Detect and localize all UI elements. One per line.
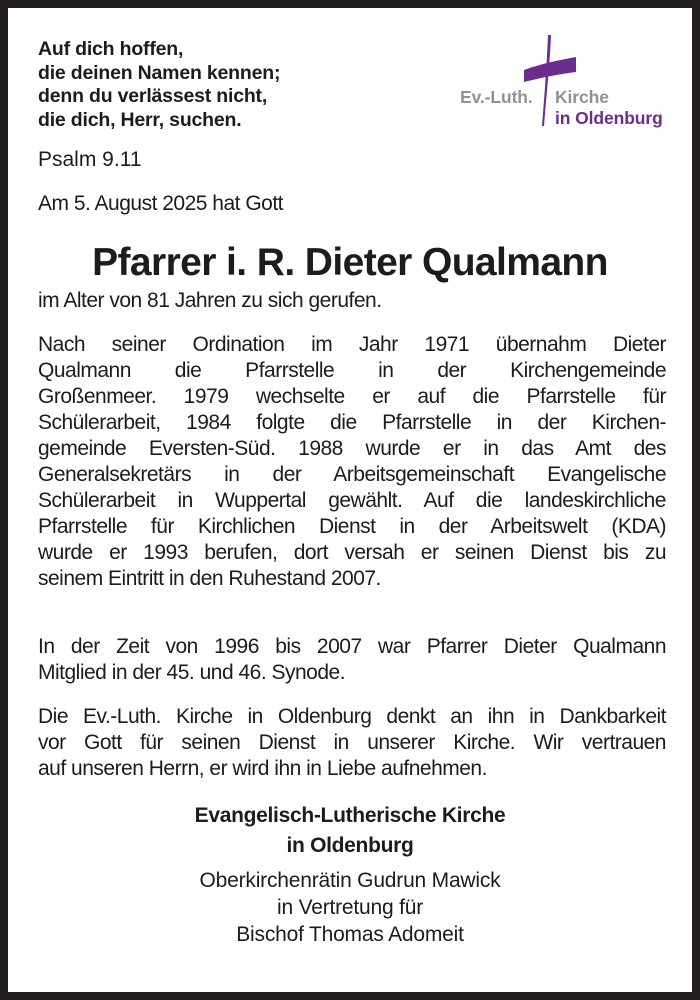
text-line: gemeinde Eversten-Süd. 1988 wurde er in das Amt des <box>38 437 666 460</box>
signature-bishop: Bischof Thomas Adomeit <box>236 923 464 946</box>
verse-line: die deinen Namen kennen; <box>38 61 281 84</box>
bible-verse <box>38 38 280 132</box>
biography-paragraph-3 <box>38 704 666 782</box>
text-line: Die Ev.-Luth. Kirche in Oldenburg denkt an ihn in Dankbarkeit <box>38 705 666 728</box>
text-line: seinem Eintritt in den Ruhestand 2007. <box>38 567 381 590</box>
verse-line: die dich, Herr, suchen. <box>38 108 242 131</box>
deceased-name: Pfarrer i. R. Dieter Qualmann <box>92 241 608 284</box>
logo-text-evluth: Ev.-Luth. <box>460 87 533 107</box>
verse-reference: Psalm 9.11 <box>38 148 142 171</box>
text-line: vor Gott für seinen Dienst in unserer Kirche. Wir vertrauen <box>38 731 666 754</box>
text-line: Großenmeer. 1979 wechselte er auf die Pfarrstelle für <box>38 385 666 408</box>
verse-line: denn du verlässest nicht, <box>38 85 268 107</box>
text-line: Pfarrstelle für Kirchlichen Dienst in der Arbeitswelt (KDA) <box>38 515 666 538</box>
text-line: im Alter von 81 Jahren zu sich gerufen. <box>38 289 382 312</box>
verse-line: Auf dich hoffen, <box>38 38 184 60</box>
biography-paragraph-1 <box>38 332 666 592</box>
signature-person: Oberkirchenrätin Gudrun Mawick <box>199 869 501 892</box>
signature-block <box>8 801 692 948</box>
text-line: Schülerarbeit in Wuppertal gewählt. Auf die landeskirchliche <box>38 489 666 512</box>
announcement-intro: Am 5. August 2025 hat Gott <box>38 192 283 215</box>
text-line: wurde er 1993 berufen, dort versah er seinen Dienst bis zu <box>38 541 666 564</box>
text-line: Nach seiner Ordination im Jahr 1971 übernahm Dieter <box>38 333 666 356</box>
obituary-notice <box>8 8 692 992</box>
signature-organization: Evangelisch-Lutherische Kirche <box>194 804 506 827</box>
logo-text-kirche: Kirche <box>555 87 609 107</box>
text-line: auf unseren Herrn, er wird ihn in Liebe aufnehmen. <box>38 757 487 780</box>
text-line: In der Zeit von 1996 bis 2007 war Pfarrer Dieter Qualmann <box>38 635 666 658</box>
church-logo <box>448 30 688 140</box>
text-line: Schülerarbeit, 1984 folgte die Pfarrstelle in der Kirchen- <box>38 411 666 434</box>
text-line: Generalsekretärs in der Arbeitsgemeinschaft Evangelische <box>38 463 666 486</box>
text-line: Qualmann die Pfarrstelle in der Kirchengemeinde <box>38 359 666 382</box>
age-line <box>38 288 666 314</box>
signature-role: in Vertretung für <box>276 896 424 919</box>
signature-organization: in Oldenburg <box>286 834 414 857</box>
biography-paragraph-2 <box>38 634 666 686</box>
text-line: Mitglied in der 45. und 46. Synode. <box>38 661 346 684</box>
logo-text-oldenburg: in Oldenburg <box>555 108 663 128</box>
